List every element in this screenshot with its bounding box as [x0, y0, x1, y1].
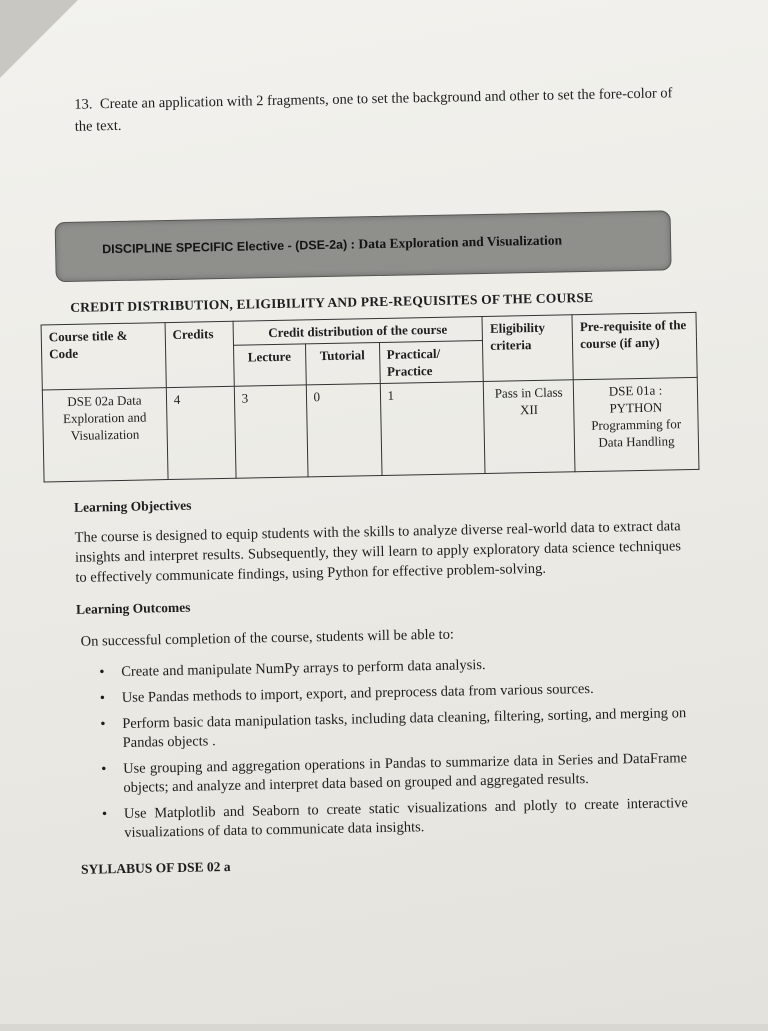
- header-eligibility: Eligibility criteria: [482, 315, 573, 382]
- header-tutorial: Tutorial: [305, 342, 380, 384]
- table-row: [42, 377, 699, 482]
- credit-table: [41, 312, 700, 483]
- question-text: Create an application with 2 fragments, one to set the background and other to set the fore-color of the text.: [74, 85, 673, 135]
- course-banner: [55, 210, 672, 282]
- list-item: • Use Pandas methods to import, export, and preprocess data from various sources.: [96, 678, 686, 708]
- learning-objectives-heading: Learning Objectives: [73, 497, 192, 515]
- list-item: • Perform basic data manipulation tasks, including data cleaning, filtering, sorting, and merging on Pandas objects .: [96, 704, 687, 753]
- cell-lecture: 3: [234, 385, 308, 478]
- cell-tutorial: 0: [306, 383, 382, 476]
- learning-outcomes-intro: On successful completion of the course, students will be able to:: [80, 626, 455, 650]
- cell-eligibility: Pass in Class XII: [484, 380, 576, 474]
- cell-prerequisite: DSE 01a : PYTHON Programming for Data Handling: [573, 377, 699, 471]
- cell-credits: 4: [166, 386, 236, 479]
- question-13: [74, 82, 675, 138]
- list-item: • Use grouping and aggregation operations in Pandas to summarize data in Series and DataFrame objects; and analyze and interpret data based on grouped and aggregated results.: [97, 749, 688, 798]
- credit-section-title: CREDIT DISTRIBUTION, ELIGIBILITY AND PRE-REQUISITES OF THE COURSE: [70, 289, 594, 315]
- header-practical: Practical/ Practice: [379, 340, 484, 383]
- header-lecture: Lecture: [233, 344, 306, 386]
- header-course: Course title & Code: [41, 323, 166, 390]
- banner-prefix: DISCIPLINE SPECIFIC Elective -: [102, 238, 292, 257]
- list-item: • Use Matplotlib and Seaborn to create static visualizations and plotly to create interactive visualizations of data to communicate data insights.: [98, 794, 689, 843]
- banner-text: [102, 232, 562, 257]
- question-number: 13.: [74, 96, 93, 113]
- header-credits: Credits: [165, 321, 234, 387]
- banner-code: (DSE-2a): [294, 237, 348, 253]
- learning-objectives-text: The course is designed to equip students with the skills to analyze diverse real-world data to extract data insights and interpret results. Subsequently, they will learn to apply exploratory data science techniques to effectively communicate findings, using Python for effective problem-solving.: [74, 518, 682, 586]
- header-distribution: Credit distribution of the course: [233, 317, 483, 346]
- banner-title: : Data Exploration and Visualization: [350, 232, 563, 252]
- learning-outcomes-list: [95, 652, 688, 850]
- syllabus-heading: SYLLABUS OF DSE 02 a: [80, 858, 231, 877]
- list-item: • Create and manipulate NumPy arrays to perform data analysis.: [95, 652, 685, 682]
- cell-practical: 1: [380, 381, 486, 475]
- cell-course: DSE 02a Data Exploration and Visualization: [42, 388, 168, 482]
- learning-outcomes-heading: Learning Outcomes: [75, 599, 191, 617]
- header-prerequisite: Pre-requisite of the course (if any): [572, 312, 697, 379]
